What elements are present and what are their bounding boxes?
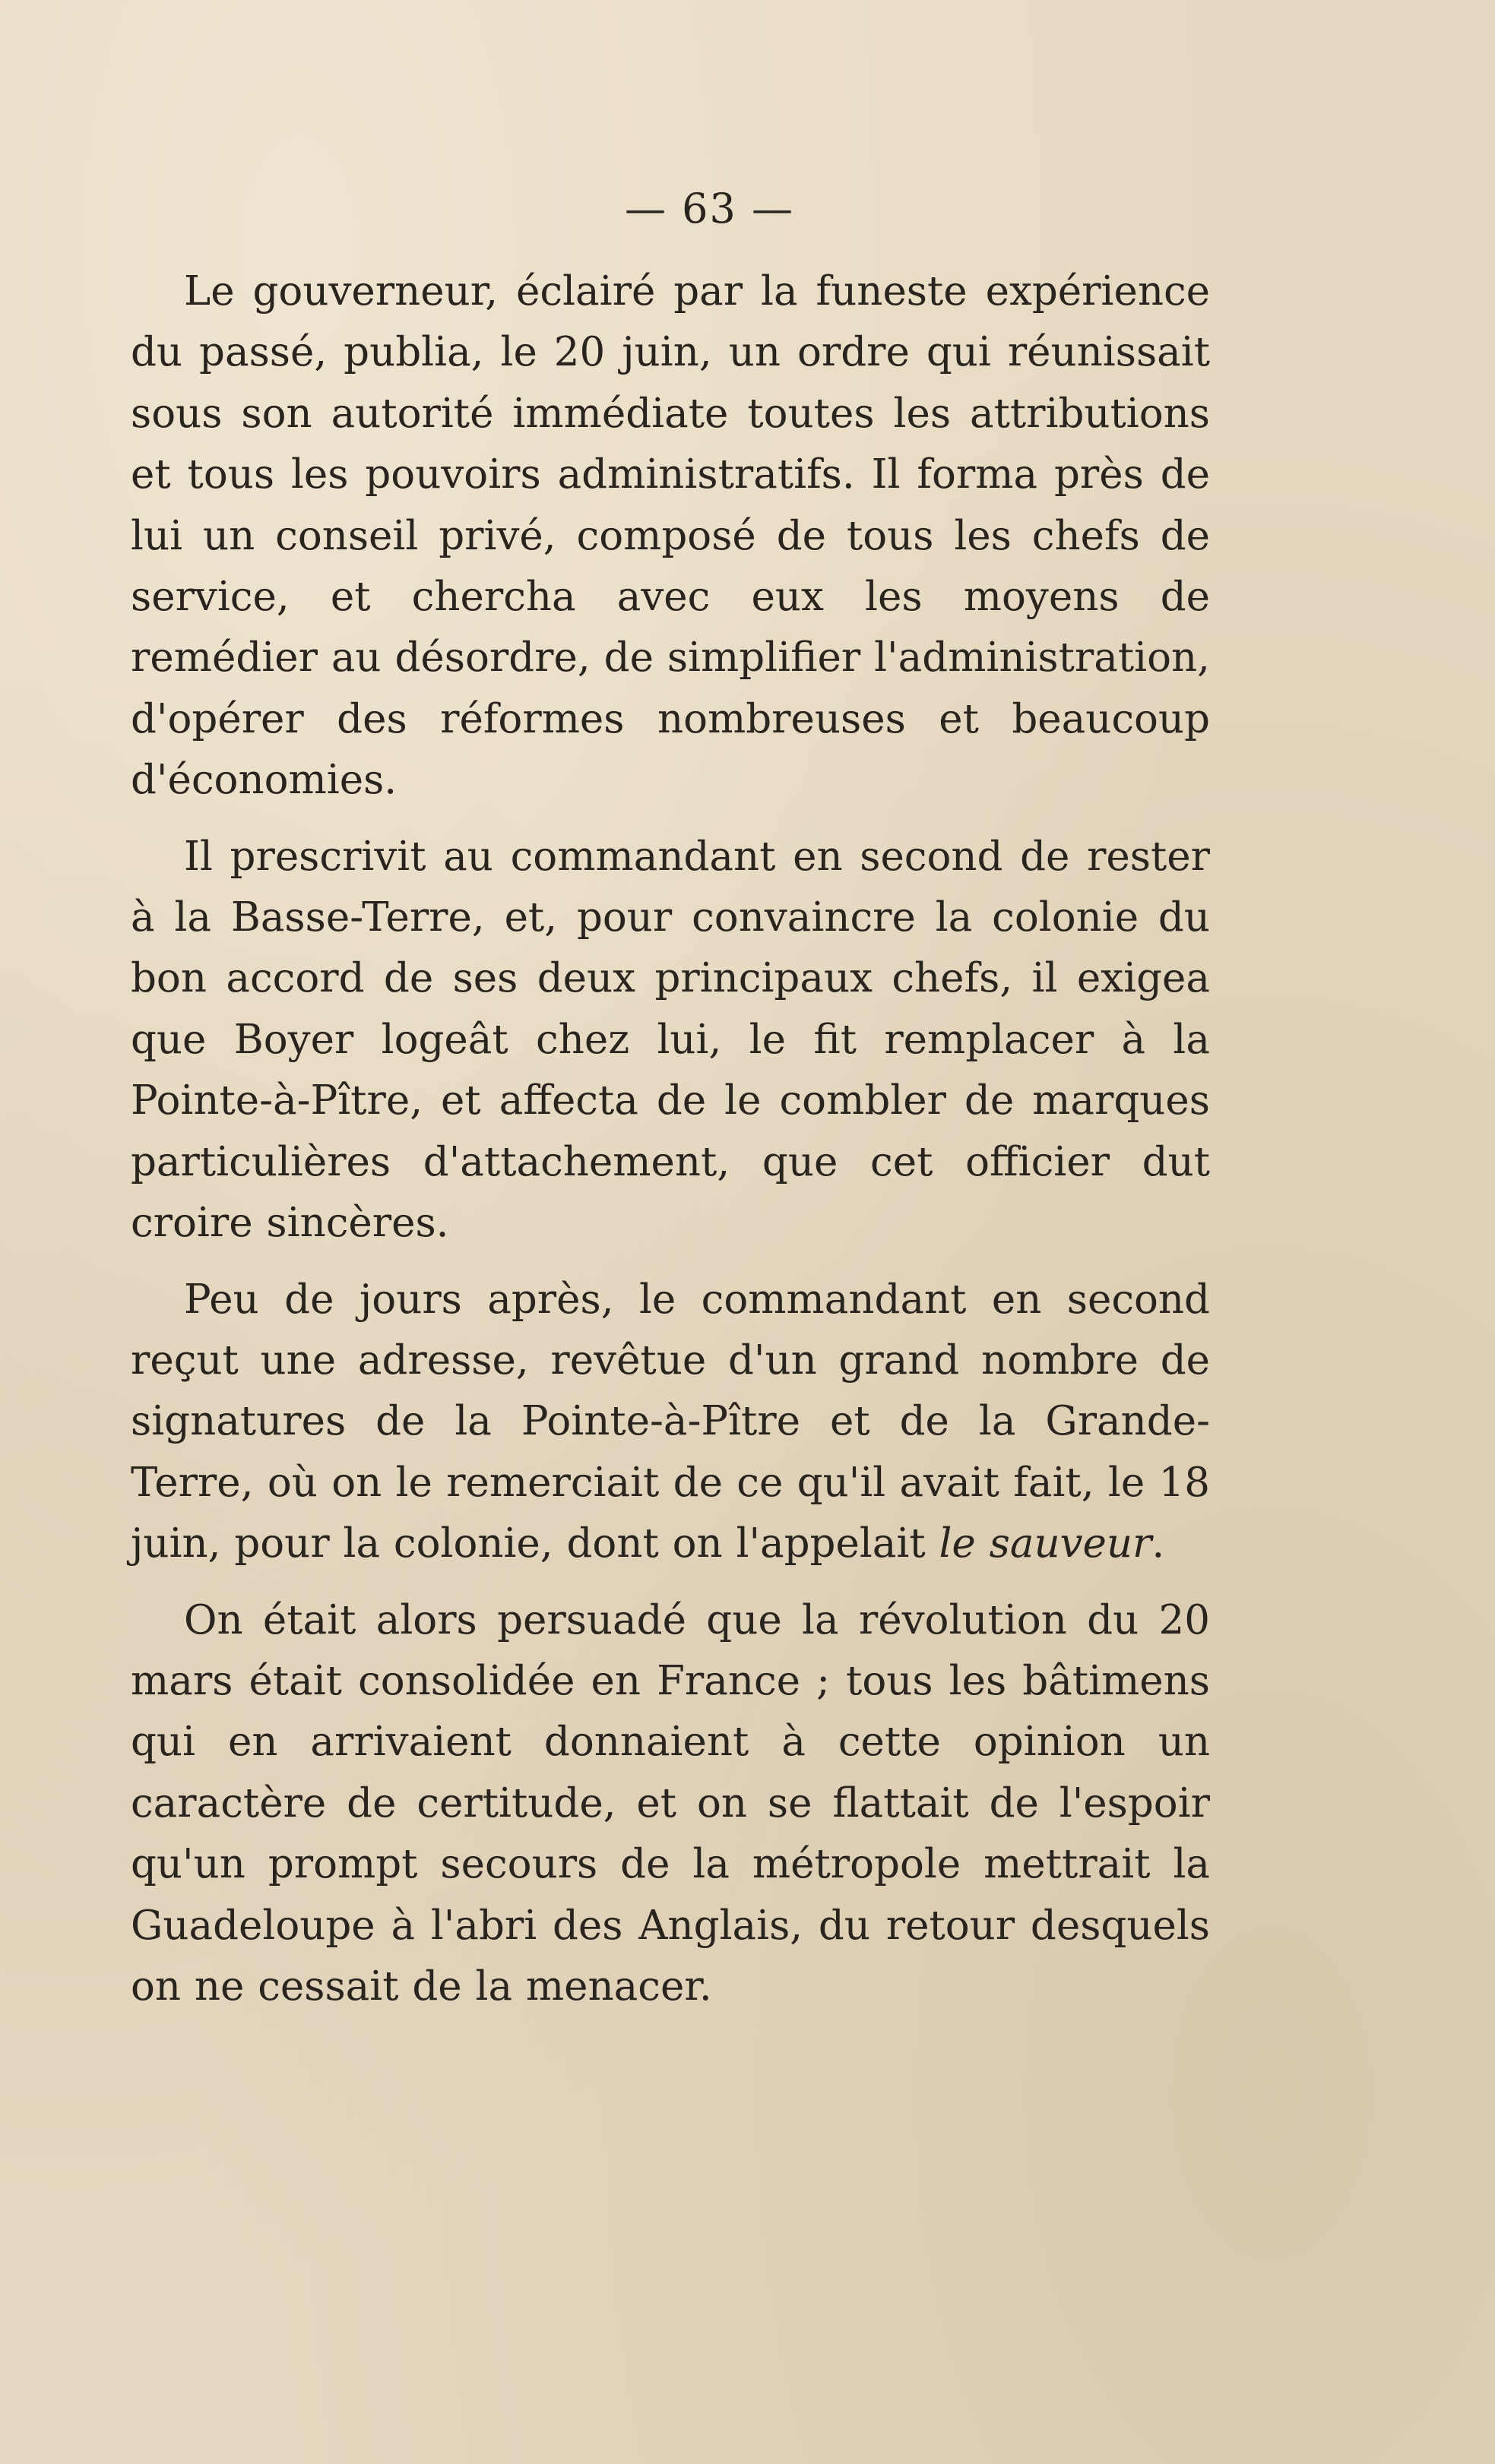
paragraph-3-italic: le sauveur xyxy=(939,1520,1152,1567)
paragraph-4: On était alors persuadé que la révolution du 20 mars était consolidée en France ; tous les bâtimens qui en arrivaient donnaient à cette opinion un caractère de certitude, et on se flattait de l'espoir qu'un prompt secours de la métropole mettrait la Guadeloupe à l'abri des Anglais, du retour desquels on ne cessait de la menacer. xyxy=(131,1596,1210,2010)
text-body xyxy=(131,261,1210,2032)
paragraph-3 xyxy=(131,1270,1210,1575)
paragraph-3-text: Peu de jours après, le commandant en second reçut une adresse, revêtue d'un grand nombre de signatures de la Pointe-à-Pître et de la Grande-Terre, où on le remerciait de ce qu'il avait fait, le 18 juin, pour la colonie, dont on l'appelait xyxy=(131,1276,1210,1567)
paragraph-1: Le gouverneur, éclairé par la funeste expérience du passé, publia, le 20 juin, un ordre qui réunissait sous son autorité immédiate toutes les attributions et tous les pouvoirs administratifs. Il forma près de lui un conseil privé, composé de tous les chefs de service, et chercha avec eux les moyens de remédier au désordre, de simplifier l'administration, d'opérer des réformes nombreuses et beaucoup d'économies. xyxy=(131,268,1210,804)
page-number: — 63 — xyxy=(624,185,795,232)
paragraph-3-end: . xyxy=(1151,1520,1165,1567)
paragraph-2: Il prescrivit au commandant en second de rester à la Basse-Terre, et, pour convaincre la colonie du bon accord de ses deux principaux chefs, il exigea que Boyer logeât chez lui, le fit remplacer à la Pointe-à-Pître, et affecta de le combler de marques particulières d'attachement, que cet officier dut croire sincères. xyxy=(131,833,1210,1247)
